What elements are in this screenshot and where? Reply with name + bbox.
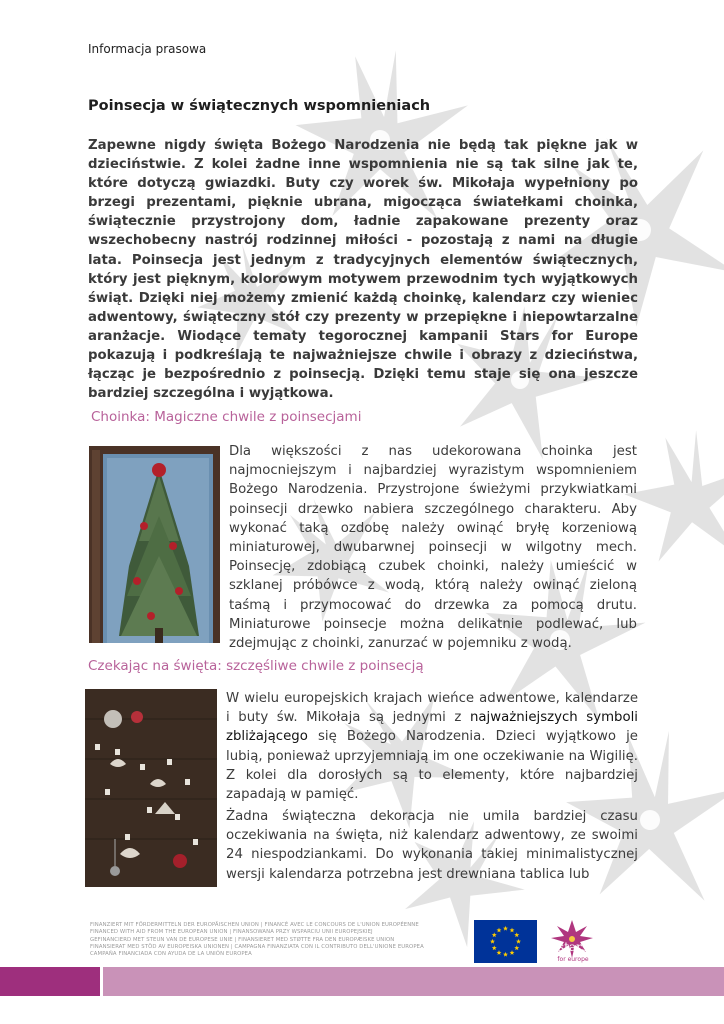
section-heading-waiting-for-christmas: Czekając na święta: szczęśliwe chwile z poinsecją [88,658,424,674]
eu-flag-icon [474,920,537,963]
section-christmas-tree-text: Dla większości z nas udekorowana choinka jest najmocniejszym i najbardziej wyrazistym wspomnieniem Bożego Narodzenia. Przystrojone świeżymi przykwiatkami poinsecji drzewko nabiera szczególnego charakteru. Aby wykonać taką ozdobę należy owinąć bryłę korzeniową miniaturowej, dwubarwnej poinsecji w wilgotny mech. Poinsecję, zdobiącą czubek choinki, należy umieścić w szklanej próbówce z wodą, którą należy owinąć zieloną taśmą i przymocować do drzewka za pomocą drutu. Miniaturowe poinsecje można delikatnie podlewać, lub zdejmując z choinki, zanurzać w pojemniku z wodą. [229,444,637,652]
footer-bar-light [103,967,724,996]
section-waiting-text-2: Żadna świąteczna dekoracja nie umila bardziej czasu oczekiwania na święta, niż kalendarz adwentowy, ze swoimi 24 niespodziankami. Do wykonania takiej minimalistycznej wersji kalendarza potrzebna jest drewniana tablica lub [226,809,638,882]
stars-for-europe-logo [547,918,597,964]
intro-paragraph: Zapewne nigdy święta Bożego Narodzenia nie będą tak piękne jak w dzieciństwie. Z kolei żadne inne wspomnienia nie są tak silne jak te, które dotyczą gwiazdki. Buty czy worek św. Mikołaja wypełniony po brzegi prezentami, pięknie ubrana, migocząca światełkami choinka, świątecznie przystrojony dom, ładnie zapakowane prezenty oraz wszechobecny nastrój rodzinnej miłości - pozostają z nami na długie lata. Poinsecja jest jednym z tradycyjnych elementów świątecznych, który jest pięknym, kolorowym motywem przewodnim tych wyjątkowych świąt. Dzięki niej możemy zmienić każdą choinkę, kalendarz czy wieniec adwentowy, świąteczny stół czy prezenty w przepiękne i niepowtarzalne aranżacje. Wiodące tematy tegorocznej kampanii Stars for Europe pokazują i podkreślają te najważniejsze chwile i obrazy z dzieciństwa, łącząc je bezpośrednio z poinsecją. Dzięki temu staje się ona jeszcze bardziej szczególna i wyjątkowa. [88,138,638,402]
document-header-label: Informacja prasowa [88,42,207,56]
footer-bar-dark [0,967,100,996]
christmas-tree-photo [89,446,220,643]
document-title: Poinsecja w świątecznych wspomnieniach [88,98,431,114]
svg-text:stars: stars [557,940,589,954]
advent-calendar-photo [85,689,217,887]
section-waiting-text: W wielu europejskich krajach wieńce adwentowe, kalendarze i buty św. Mikołaja są jednymi z najważniejszych symboli zbliżającego się Bożego Narodzenia. Dzieci wyjątkowo je lubią, ponieważ uprzyjemniają im one oczekiwanie na Wigilię. Z kolei dla dorosłych są to elementy, które najbardziej zapadają w pamięć. [226,691,638,803]
section-heading-christmas-tree: Choinka: Magiczne chwile z poinsecjami [91,409,362,425]
eu-funding-notice: FINANZIERT MIT FÖRDERMITTELN DER EUROPÄISCHEN UNION | FINANCÉ AVEC LE CONCOURS DE L'UNION EUROPÉENNE FINANCED WITH AID FROM THE EUROPEAN UNION | FINANSOWANA PRZY WSPARCIU UNII EUROPEJSKIEJ GEFINANCIERD MET STEUN VAN DE EUROPESE UNIE | FINANSIERET MED STØTTE FRA DEN EUROPÆISKE UNION FINANSIERAT MED STÖD AV EUROPEISKA UNIONEN | CAMPAGNA FINANZIATA CON IL CONTRIBUTO DELL'UNIONE EUROPEA CAMPAÑA FINANCIADA CON AYUDA DE LA UNIÓN EUROPEA [90,922,424,958]
highlighted-text: najważniejszych symboli zbliżającego [226,710,638,745]
svg-text:for europe: for europe [557,956,589,963]
